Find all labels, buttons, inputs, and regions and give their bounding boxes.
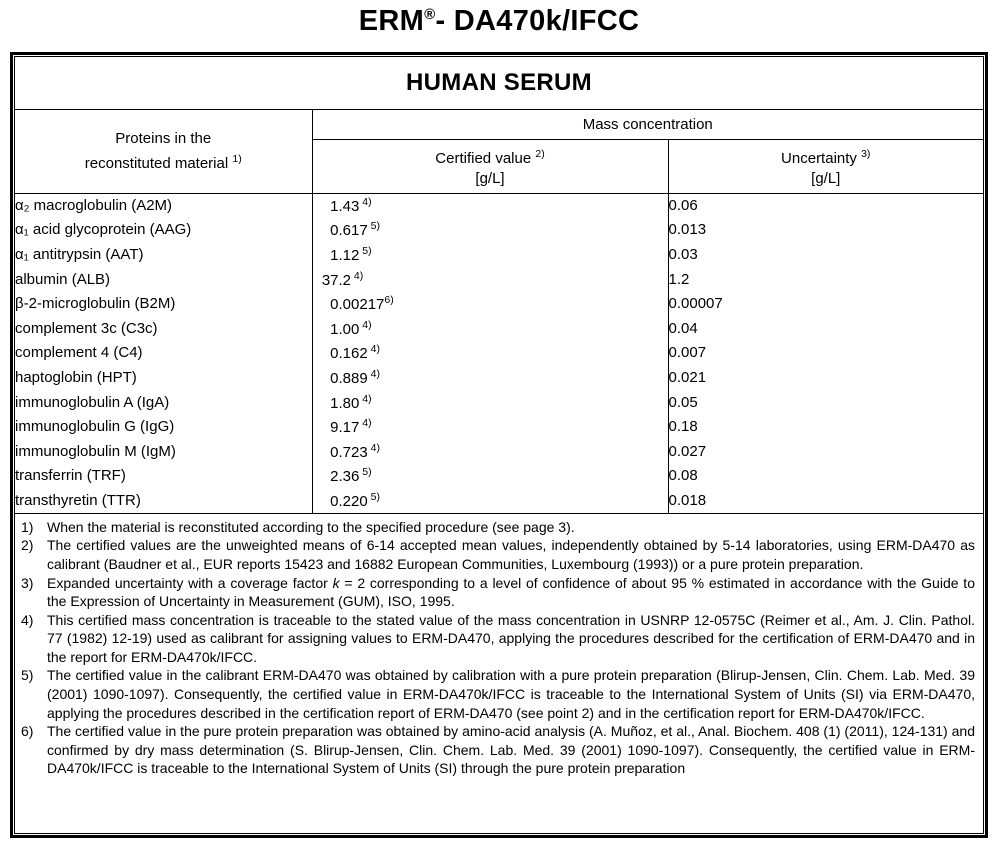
coverage-factor-symbol: k xyxy=(332,574,340,591)
footnote-text: The certified value in the pure protein preparation was obtained by amino-acid analysis (A. Muñoz, et al., Anal. Biochem. 408 (1) (2011), 124-131) and confirmed by dry mass determination (S. Blirup-Jensen, Clin. Chem. Lab. Med. 39 (2001) 1090-1097). Consequently, the certified value in ERM-DA470k/IFCC is traceable to the International System of Units (SI) through the pure protein preparation xyxy=(47,723,975,777)
value-int: 0 xyxy=(330,369,339,387)
mass-concentration-header: Mass concentration xyxy=(312,110,983,139)
value-footnote-marker: 4) xyxy=(351,269,364,282)
certified-value xyxy=(312,414,668,439)
footnote-text: Expanded uncertainty with a coverage factor xyxy=(47,574,333,591)
value-frac: .617 xyxy=(338,222,368,240)
certified-value xyxy=(312,341,668,366)
footnote-text: When the material is reconstituted according to the specified procedure (see page 3). xyxy=(47,518,575,535)
value-int: 0 xyxy=(330,222,339,240)
value-footnote-marker: 5) xyxy=(359,244,372,257)
uncertainty-label: Uncertainty xyxy=(781,149,857,167)
certified-value xyxy=(312,218,668,243)
certified-value xyxy=(312,316,668,341)
certificate-box-inner xyxy=(14,56,984,834)
uncertainty-unit: [g/L] xyxy=(811,169,841,187)
value-footnote-marker: 4) xyxy=(359,417,372,430)
value-footnote-marker: 4) xyxy=(359,318,372,331)
footnote-number: 2) xyxy=(21,537,34,554)
table-row xyxy=(15,390,983,415)
certified-value xyxy=(312,439,668,464)
certified-value xyxy=(312,365,668,390)
uncertainty-value: 0.00007 xyxy=(668,291,983,316)
footnote-text: The certified value in the calibrant ERM-DA470 was obtained by calibration with a pure protein preparation (Blirup-Jensen, Clin. Chem. Lab. Med. 39 (2001) 1090-1097). Consequently, the certified value in ERM-DA470k/IFCC is traceable to the International System of Units (SI) via ERM-DA470, applying the procedures described in the certification report of ERM-DA470 (see point 2) and in the certification report for ERM-DA470k/IFCC. xyxy=(47,667,975,721)
table-row xyxy=(15,439,983,464)
table-row xyxy=(15,316,983,341)
uncertainty-value: 0.018 xyxy=(668,488,983,513)
value-int: 37 xyxy=(321,271,339,289)
value-int: 0 xyxy=(330,492,339,510)
value-frac: .162 xyxy=(338,345,368,363)
value-frac: .220 xyxy=(338,492,368,510)
protein-name: immunoglobulin G (IgG) xyxy=(15,418,175,436)
value-footnote-marker: 4) xyxy=(359,196,372,209)
value-frac: .00 xyxy=(338,320,360,338)
uncertainty-value: 0.04 xyxy=(668,316,983,341)
table-row xyxy=(15,291,983,316)
value-int: 0 xyxy=(330,443,339,461)
table-row xyxy=(15,267,983,292)
page-title xyxy=(0,5,998,38)
value-footnote-marker: 5) xyxy=(367,220,380,233)
protein-name: β-2-microglobulin (B2M) xyxy=(15,295,176,313)
certified-value xyxy=(312,488,668,513)
value-frac: .17 xyxy=(338,419,360,437)
certified-value-unit: [g/L] xyxy=(475,169,505,187)
certificate-box xyxy=(10,52,988,838)
value-int: 1 xyxy=(330,394,339,412)
certified-value-header xyxy=(312,139,668,193)
table-row xyxy=(15,365,983,390)
protein-name: transthyretin (TTR) xyxy=(15,491,141,509)
table-row xyxy=(15,193,983,218)
footnote-item xyxy=(19,666,975,722)
uncertainty-footnote-marker: 3) xyxy=(861,147,871,160)
footnote-number: 4) xyxy=(21,611,34,628)
value-int: 1 xyxy=(330,246,339,264)
footnote-number: 5) xyxy=(21,667,34,684)
uncertainty-value: 0.013 xyxy=(668,218,983,243)
protein-name: α₁ acid glycoprotein (AAG) xyxy=(15,221,192,239)
value-footnote-marker: 4) xyxy=(367,441,380,454)
footnote-item xyxy=(19,611,975,667)
uncertainty-value: 0.027 xyxy=(668,439,983,464)
value-int: 1 xyxy=(330,320,339,338)
protein-name: complement 4 (C4) xyxy=(15,344,143,362)
value-footnote-marker: 4) xyxy=(359,392,372,405)
certified-value xyxy=(312,242,668,267)
footnote-item xyxy=(19,518,975,537)
value-frac: .2 xyxy=(338,271,352,289)
footnote-text: The certified values are the unweighted means of 6-14 accepted mean values, independently obtained by 5-14 laboratories, using ERM-DA470 as calibrant (Baudner et al., EUR reports 15423 and 16882 European Communities, Luxembourg (1993)) or a pure protein preparation. xyxy=(47,537,975,572)
footnote-number: 1) xyxy=(21,518,34,535)
registered-mark: ® xyxy=(424,6,436,23)
certified-value-label: Certified value xyxy=(435,149,532,167)
value-footnote-marker: 6) xyxy=(384,294,394,307)
value-footnote-marker: 4) xyxy=(367,343,380,356)
uncertainty-value: 0.021 xyxy=(668,365,983,390)
serum-title: HUMAN SERUM xyxy=(15,57,983,110)
value-frac: .00217 xyxy=(338,296,385,314)
uncertainty-value: 0.18 xyxy=(668,414,983,439)
footnote-item xyxy=(19,536,975,573)
certified-value-footnote-marker: 2) xyxy=(535,147,545,160)
protein-name: α₂ macroglobulin (A2M) xyxy=(15,197,173,215)
value-int: 0 xyxy=(330,345,339,363)
uncertainty-header xyxy=(668,139,983,193)
table-row xyxy=(15,242,983,267)
value-int: 9 xyxy=(330,419,339,437)
product-text: - DA470k/IFCC xyxy=(435,5,640,37)
uncertainty-value: 0.06 xyxy=(668,193,983,218)
uncertainty-value: 0.05 xyxy=(668,390,983,415)
proteins-column-header xyxy=(15,110,312,193)
protein-name: immunoglobulin M (IgM) xyxy=(15,442,176,460)
footnotes-section xyxy=(15,513,983,833)
table-row xyxy=(15,488,983,513)
table-row xyxy=(15,414,983,439)
protein-name: albumin (ALB) xyxy=(15,270,111,288)
value-int: 0 xyxy=(330,296,339,314)
table-row xyxy=(15,341,983,366)
table-row xyxy=(15,218,983,243)
footnote-text: = 2 corresponding to a level of confidence of about 95 % estimated in accordance with the Guide to the Expression of Uncertainty in Measurement (GUM), ISO, 1995. xyxy=(47,574,975,610)
protein-name: haptoglobin (HPT) xyxy=(15,368,137,386)
footnote-number: 3) xyxy=(21,574,34,591)
concentration-table xyxy=(15,110,983,513)
protein-name: transferrin (TRF) xyxy=(15,467,126,485)
certified-value xyxy=(312,464,668,489)
certified-value xyxy=(312,267,668,292)
protein-name: α₁ antitrypsin (AAT) xyxy=(15,245,144,263)
value-int: 2 xyxy=(330,468,339,486)
value-frac: .36 xyxy=(338,468,360,486)
protein-name: immunoglobulin A (IgA) xyxy=(15,393,170,411)
value-footnote-marker: 4) xyxy=(367,367,380,380)
value-frac: .723 xyxy=(338,443,368,461)
proteins-header-line1: Proteins in the xyxy=(115,129,212,147)
value-int: 1 xyxy=(330,198,339,216)
value-frac: .80 xyxy=(338,394,360,412)
brand-text: ERM xyxy=(358,5,425,37)
certified-value xyxy=(312,390,668,415)
value-footnote-marker: 5) xyxy=(359,466,372,479)
certified-value xyxy=(312,291,668,316)
uncertainty-value: 0.08 xyxy=(668,464,983,489)
footnote-number: 6) xyxy=(21,723,34,740)
uncertainty-value: 0.007 xyxy=(668,341,983,366)
value-footnote-marker: 5) xyxy=(367,490,380,503)
table-row xyxy=(15,464,983,489)
value-frac: .889 xyxy=(338,369,368,387)
protein-name: complement 3c (C3c) xyxy=(15,319,158,337)
proteins-header-footnote-marker: 1) xyxy=(232,152,242,165)
uncertainty-value: 0.03 xyxy=(668,242,983,267)
footnote-item xyxy=(19,574,975,611)
certified-value xyxy=(312,193,668,218)
value-frac: .43 xyxy=(338,198,360,216)
value-frac: .12 xyxy=(338,246,360,264)
uncertainty-value: 1.2 xyxy=(668,267,983,292)
footnote-item xyxy=(19,722,975,778)
footnote-text: This certified mass concentration is traceable to the stated value of the mass concentration in USNRP 12-0575C (Reimer et al., Am. J. Clin. Pathol. 77 (1982) 12-19) used as calibrant for assigning values to ERM-DA470, applying the procedures described for the certification of ERM-DA470 and in the report for ERM-DA470k/IFCC. xyxy=(47,611,975,665)
proteins-header-line2: reconstituted material xyxy=(84,154,229,172)
